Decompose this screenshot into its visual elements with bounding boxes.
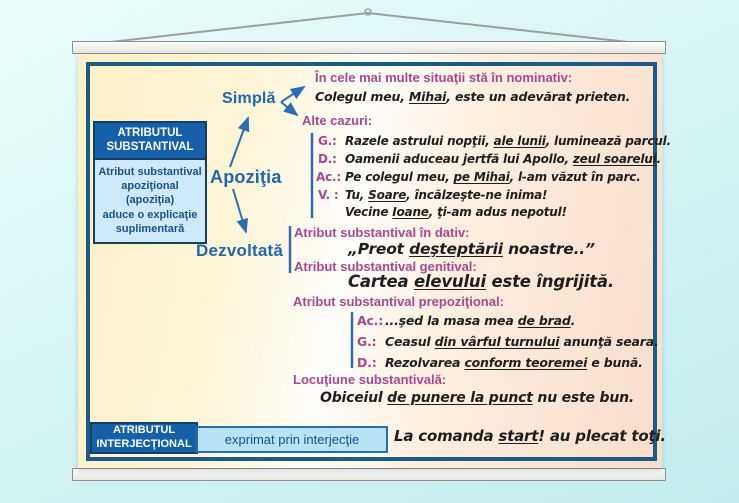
- arrow-simpla-to-nominativ: [281, 87, 304, 102]
- interjectional-title-line1: ATRIBUTUL: [112, 424, 176, 437]
- example-text: Pe colegul meu,: [345, 170, 454, 184]
- genitival-header: Atribut substantival genitival:: [294, 259, 477, 274]
- example-text: nu este bun.: [532, 390, 634, 406]
- example-text: Rezolvarea: [385, 355, 465, 370]
- example-underlined: de punere la punct: [387, 390, 533, 406]
- example-text: , ţi-am adus nepotul!: [428, 205, 567, 219]
- substantival-box-body: [95, 160, 205, 242]
- case-row: [318, 205, 567, 219]
- example-text: , este un adevărat prieten.: [446, 89, 631, 104]
- example-text: Ceasul: [385, 334, 435, 349]
- case-row: [318, 152, 661, 166]
- example-underlined: conform teoremei: [464, 355, 588, 370]
- interjectional-tag: [196, 426, 388, 453]
- example-text: ! au plecat toţi.: [538, 427, 666, 445]
- label-simpla: Simplă: [222, 90, 276, 107]
- example-text: .: [656, 152, 661, 166]
- case-label: G.:: [357, 334, 377, 349]
- example-text: , l-am văzut în parc.: [509, 170, 641, 184]
- label-apozitia: Apoziţia: [210, 167, 282, 187]
- example-text: noastre..”: [502, 240, 595, 258]
- substantival-box-title: [95, 123, 205, 160]
- substantival-body-line: (apoziţia): [125, 194, 175, 207]
- arrow-apozitia-to-simpla: [230, 118, 248, 167]
- example-underlined: ale lunii: [493, 134, 546, 148]
- substantival-body-line: aduce o explicaţie: [102, 208, 198, 221]
- arrow-simpla-to-alte-cazuri: [281, 102, 297, 115]
- example-underlined: Soare: [368, 188, 407, 202]
- case-row: [318, 134, 671, 148]
- interjectional-title-line2: INTERJECŢIONAL: [96, 438, 192, 450]
- example-underlined: zeul soarelui: [572, 152, 657, 166]
- dativ-example: [348, 240, 595, 258]
- substantival-title-line1: ATRIBUTUL: [117, 127, 183, 139]
- example-text: e bună.: [587, 355, 643, 370]
- example-underlined: deşteptării: [409, 240, 503, 258]
- example-underlined: elevului: [413, 272, 486, 291]
- substantival-body-line: Atribut substantival: [98, 165, 202, 178]
- locutiune-example: [320, 390, 634, 406]
- example-text: Razele astrului nopţii,: [345, 134, 494, 148]
- example-text: ...şed la masa mea: [385, 313, 518, 328]
- substantival-body-line: suplimentară: [115, 222, 185, 235]
- example-underlined: Ioane: [392, 205, 429, 219]
- example-text: , luminează parcul.: [545, 134, 671, 148]
- case-row: [316, 170, 641, 184]
- example-underlined: Mihai: [408, 89, 447, 104]
- example-underlined: din vârful turnului: [434, 334, 560, 349]
- case-label: Ac.:: [357, 313, 384, 328]
- example-underlined: pe Mihai: [453, 170, 510, 184]
- example-text: Oamenii aduceau jertfă lui Apollo,: [345, 152, 573, 166]
- case-row: [318, 188, 547, 202]
- case-label: V. :: [318, 188, 339, 202]
- case-row: [357, 313, 575, 328]
- example-text: Cartea: [348, 272, 414, 291]
- genitival-example: [348, 272, 614, 291]
- case-row: [357, 334, 659, 349]
- example-text: Colegul meu,: [315, 89, 409, 104]
- example-text: anunţă seara.: [559, 334, 659, 349]
- case-label: D.:: [318, 152, 337, 166]
- example-text: La comanda: [394, 427, 499, 445]
- label-dezvoltata: Dezvoltată: [196, 241, 284, 260]
- tag-text: exprimat prin interjecţie: [224, 432, 360, 447]
- example-text: .: [570, 313, 576, 328]
- substantival-box: [93, 121, 207, 244]
- example-text: Obiceiul: [320, 390, 388, 406]
- example-text: Vecine: [345, 205, 393, 219]
- interjectional-box: [90, 422, 198, 454]
- substantival-body-line: apoziţional: [121, 180, 179, 193]
- example-underlined: start: [498, 427, 539, 445]
- example-text: este îngrijită.: [485, 272, 614, 291]
- case-label: Ac.:: [316, 170, 341, 184]
- case-row: [357, 355, 643, 370]
- case-label: D.:: [357, 355, 377, 370]
- nominativ-example: [315, 89, 630, 104]
- prepozitional-header: Atribut substantival prepoziţional:: [293, 294, 504, 309]
- nominativ-header: În cele mai multe situaţii stă în nominativ:: [315, 70, 573, 85]
- dativ-header: Atribut substantival în dativ:: [294, 225, 470, 240]
- example-text: „Preot: [348, 240, 410, 258]
- locutiune-header: Locuţiune substantivală:: [293, 372, 447, 387]
- alte-cazuri-header: Alte cazuri:: [302, 113, 373, 128]
- substantival-title-line2: SUBSTANTIVAL: [106, 141, 194, 154]
- arrow-apozitia-to-dezvoltata: [233, 189, 246, 232]
- interjectional-example: [394, 427, 666, 445]
- example-underlined: de brad: [517, 313, 571, 328]
- case-label: G.:: [318, 134, 337, 148]
- example-text: Tu,: [345, 188, 369, 202]
- example-text: , încălzeşte-ne inima!: [406, 188, 548, 202]
